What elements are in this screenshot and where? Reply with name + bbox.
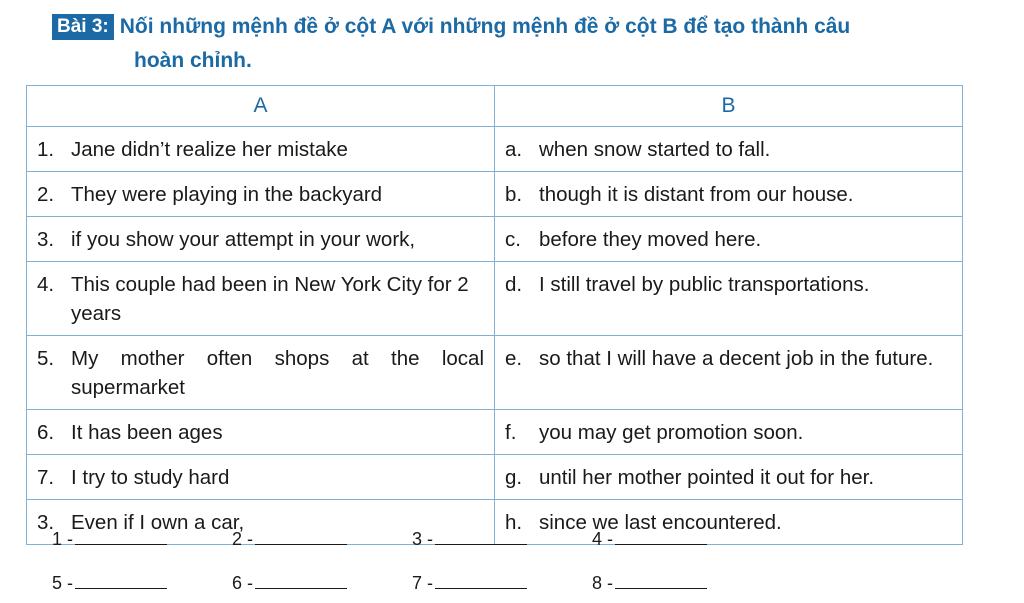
answer-item [52,572,232,594]
column-a-cell [27,172,495,217]
answer-blank[interactable] [255,528,347,545]
answer-label: 1 - [52,529,74,549]
item-text: It has been ages [71,421,223,444]
column-a-cell [27,127,495,172]
answer-blank[interactable] [435,528,527,545]
answer-row-2 [52,572,812,603]
answer-label: 6 - [232,573,254,593]
item-number: 3. [37,511,55,534]
answer-blanks [52,528,812,603]
item-number: 3. [37,228,55,251]
table-row [27,127,963,172]
item-text: since we last encountered. [539,511,782,534]
column-b-cell [495,217,963,262]
column-b-cell [495,455,963,500]
item-text: though it is distant from our house. [539,183,854,206]
answer-blank[interactable] [255,572,347,589]
answer-label: 2 - [232,529,254,549]
exercise-badge: Bài 3: [52,14,114,40]
answer-blank[interactable] [615,572,707,589]
answer-blank[interactable] [75,572,167,589]
column-a-header: A [27,86,495,127]
answer-item [232,572,412,594]
item-text: you may get promotion soon. [539,421,804,444]
exercise-heading [52,10,972,78]
table-row [27,455,963,500]
item-number: 6. [37,421,55,444]
item-number: 4. [37,273,55,296]
column-a-cell [27,410,495,455]
table-row [27,172,963,217]
table-header-row [27,86,963,127]
column-a-cell [27,336,495,410]
item-letter: c. [505,228,521,251]
item-number: 1. [37,138,55,161]
column-b-cell [495,410,963,455]
item-letter: a. [505,138,523,161]
item-letter: b. [505,183,523,206]
item-letter: e. [505,347,523,370]
answer-blank[interactable] [435,572,527,589]
answer-item [412,572,592,594]
answer-row-1 [52,528,812,572]
item-text: This couple had been in New York City for 2 years [71,273,469,325]
answer-blank[interactable] [75,528,167,545]
table-row [27,410,963,455]
item-text: I try to study hard [71,466,230,489]
item-text: They were playing in the backyard [71,183,383,206]
column-b-cell [495,262,963,336]
item-text: before they moved here. [539,228,762,251]
instruction-text-1: Nối những mệnh đề ở cột A với những mệnh đề ở cột B để tạo thành câu [119,15,851,38]
answer-item [592,528,772,550]
table-row [27,217,963,262]
item-text: Even if I own a car, [71,511,245,534]
item-letter: g. [505,466,523,489]
item-text: Jane didn’t realize her mistake [71,138,348,161]
answer-label: 4 - [592,529,614,549]
column-b-header: B [495,86,963,127]
item-number: 5. [37,347,55,370]
column-a-cell [27,262,495,336]
item-number: 7. [37,466,55,489]
column-a-cell [27,217,495,262]
item-text: until her mother pointed it out for her. [539,466,875,489]
answer-label: 7 - [412,573,434,593]
heading-line-1 [52,10,972,44]
answer-item [592,572,772,594]
answer-label: 8 - [592,573,614,593]
item-letter: d. [505,273,523,296]
item-number: 2. [37,183,55,206]
item-text: if you show your attempt in your work, [71,228,416,251]
item-letter: f. [505,421,517,444]
column-b-cell [495,127,963,172]
item-text: I still travel by public transportations. [539,273,870,296]
table-row [27,336,963,410]
answer-label: 3 - [412,529,434,549]
answer-item [52,528,232,550]
answer-item [412,528,592,550]
answer-blank[interactable] [615,528,707,545]
matching-table [26,85,963,545]
item-text: My mother often shops at the local supermarket [71,347,484,399]
table-row [27,262,963,336]
instruction-text-2: hoàn chỉnh. [134,49,252,72]
answer-item [232,528,412,550]
column-b-cell [495,336,963,410]
column-a-cell [27,455,495,500]
answer-label: 5 - [52,573,74,593]
item-text: so that I will have a decent job in the future. [539,347,934,370]
column-b-cell [495,172,963,217]
item-letter: h. [505,511,523,534]
item-text: when snow started to fall. [539,138,771,161]
